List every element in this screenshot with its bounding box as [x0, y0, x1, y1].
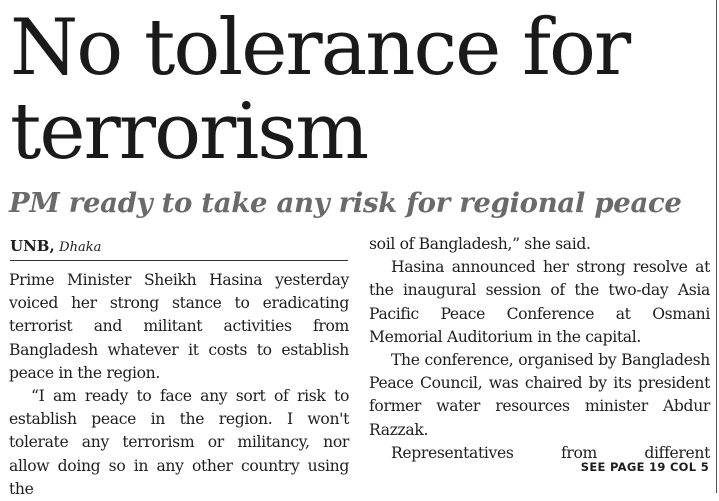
paragraph-continued: soil of Bangladesh,” she said. — [369, 235, 591, 253]
paragraph: “I am ready to face any sort of risk to establish peace in the region. I won't tolerate any terrorism or militancy, nor allow doing so in any other country using the — [9, 387, 349, 498]
paragraph: The conference, organised by Bangladesh Peace Council, was chaired by its president former water resources minister Abdur Razzak. — [369, 351, 710, 439]
continuation-jump-line: SEE PAGE 19 COL 5 — [580, 460, 709, 474]
column-rule — [716, 0, 717, 493]
byline-location: Dhaka — [59, 240, 102, 255]
headline-line-2: terrorism — [10, 87, 368, 177]
byline — [10, 236, 348, 261]
article-column-2 — [369, 233, 710, 465]
paragraph: Prime Minister Sheikh Hasina yesterday voiced her strong stance to eradicating terrorist and militant activities from Bangladesh whatever it costs to establish peace in the region. — [9, 271, 349, 382]
article-column-1 — [9, 269, 349, 501]
byline-agency: UNB, — [10, 237, 55, 255]
paragraph: Hasina announced her strong resolve at the inaugural session of the two-day Asia Pacific Peace Conference at Osmani Memorial Auditorium in the capital. — [369, 258, 710, 346]
subheadline: PM ready to take any risk for regional peace — [9, 187, 682, 219]
headline — [10, 3, 710, 177]
headline-line-1: No tolerance for — [10, 3, 630, 93]
paragraph: Representatives from different — [391, 443, 710, 462]
